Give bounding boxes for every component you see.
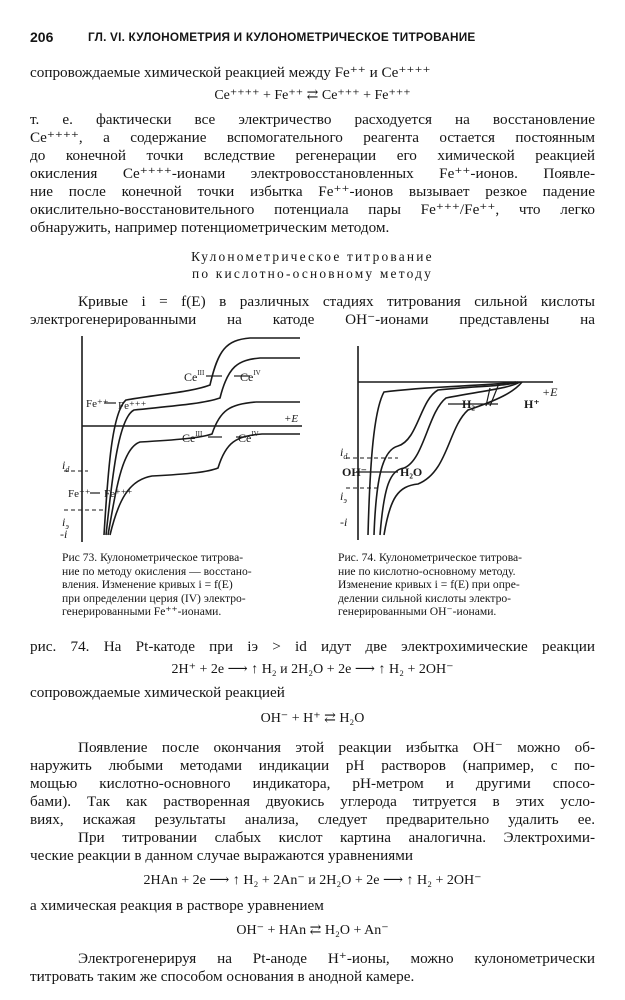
label-i-e: $i_э$ (62, 515, 69, 531)
label-i-d: $i_d$ (62, 458, 70, 474)
curve-4 (110, 434, 300, 535)
paragraph-line: бами). Так как растворенная двуокись углерода титруется в этих усло- (30, 793, 595, 810)
label-fe-iii-bottom: Fe⁺⁺⁺ (104, 488, 133, 500)
equation-h2: 2H⁺ + 2e ⟶ ↑ H₂ и 2H₂O + 2e ⟶ ↑ H₂ + 2OH⁻ (171, 662, 454, 677)
paragraph-line: ние после конечной точки избытка Fe⁺⁺-ионов вызывает резкое падение (30, 183, 595, 200)
equation-ce-fe: Ce⁺⁺⁺⁺ + Fe⁺⁺ ⇄ Ce⁺⁺⁺ + Fe⁺⁺⁺ (214, 88, 411, 103)
paragraph-line: титровать таким же способом основания в анодной камере. (30, 968, 415, 985)
figure-74 (338, 340, 573, 545)
paragraph-line: электрогенерированными на катоде OH⁻-ионами представлены на (30, 311, 595, 328)
caption-line: ние по кислотно-основному методу. (338, 564, 516, 578)
section-title: по кислотно-основному методу (192, 266, 433, 281)
paragraph-line: сопровождаемые химической реакцией (30, 684, 285, 701)
curve-3 (384, 382, 522, 535)
paragraph-line: т. е. фактически все электричество расходуется на восстановление (30, 111, 595, 128)
caption-74 (338, 551, 522, 619)
label-fe-ii: Fe⁺⁺ (86, 398, 109, 410)
caption-line: ние по методу окисления — восстано- (62, 564, 252, 578)
label-i-e: $i_э$ (340, 489, 347, 505)
paragraph-line: окислительно-восстановительного потенциала пары Fe⁺⁺⁺/Fe⁺⁺, что легко (30, 201, 595, 218)
paragraph-line: сопровождаемые химической реакцией между Fe⁺⁺ и Ce⁺⁺⁺⁺ (30, 64, 431, 81)
caption-line: при определении церия (IV) электро- (62, 591, 246, 605)
paragraph-line: мощью кислотно-основного индикатора, pH-метром и другими спосо- (30, 775, 595, 792)
curve-2 (380, 382, 520, 535)
label-minus-i: -i (340, 515, 348, 529)
caption-line: генерированными OH⁻-ионами. (338, 605, 497, 619)
paragraph-line: виях, искажая результаты анализа, следует предварительно удалить ее. (30, 811, 595, 828)
label-ce-iv: $Ce^{IV}$ (240, 369, 261, 384)
paragraph-line: до конечной точки вследствие регенерации его химической реакцией (30, 147, 595, 164)
paragraph-line: рис. 74. На Pt-катоде при iэ > id идут две электрохимические реакции (30, 638, 595, 655)
label-ce-iii: $Ce^{III}$ (184, 369, 205, 384)
running-header (30, 29, 595, 47)
caption-line: делении сильной кислоты электро- (338, 591, 512, 605)
label-minus-i: -i (60, 527, 68, 541)
label-fe-ii-bottom: Fe⁺⁺ (68, 488, 91, 500)
paragraph-line: Кривые i = f(E) в различных стадиях титрования сильной кислоты (78, 293, 595, 310)
paragraph-line: наружить любыми методами индикации pH растворов (например, с по- (30, 757, 595, 774)
curve-3 (108, 402, 300, 535)
equation-oh-han: OH⁻ + HAn ⇄ H₂O + An⁻ (236, 923, 389, 938)
label-ce-iii-mid: $Ce^{III}$ (182, 430, 203, 445)
caption-line: Рис. 74. Кулонометрическое титрова- (338, 551, 523, 564)
figure-73 (60, 330, 310, 550)
label-ce-iv-mid: $Ce^{IV}$ (238, 430, 259, 445)
paragraph-line: Электрогенерируя на Pt-аноде H⁺-ионы, можно кулонометрически (78, 950, 595, 967)
caption-line: Рис 73. Кулонометрическое титрова- (62, 551, 244, 564)
label-h2o: H₂O (400, 465, 423, 479)
caption-line: Изменение кривых i = f(E) при опре- (338, 578, 520, 592)
label-i-d: $i_d$ (340, 445, 348, 461)
caption-73 (62, 551, 252, 619)
equation-han: 2HAn + 2e ⟶ ↑ H₂ + 2An⁻ и 2H₂O + 2e ⟶ ↑ H₂ + 2OH⁻ (143, 873, 482, 888)
axis-label-e: +E (542, 385, 558, 399)
caption-line: вления. Изменение кривых i = f(E) (62, 578, 233, 592)
label-h2: H₂ (462, 397, 475, 411)
paragraph-line: Ce⁺⁺⁺⁺, а содержание вспомогательного реагента остается постоянным (30, 129, 595, 146)
label-fe-iii: Fe⁺⁺⁺ (118, 400, 147, 412)
axis-label-e: +E (284, 413, 299, 425)
paragraph-line: а химическая реакция в растворе уравнением (30, 897, 324, 914)
page-number: 206 (30, 29, 54, 45)
paragraph-line: Появление после окончания этой реакции избытка OH⁻ можно об- (78, 739, 595, 756)
paragraph-line: При титровании слабых кислот картина аналогична. Электрохими- (78, 829, 595, 846)
paragraph-line: окисления Ce⁺⁺⁺⁺-ионами электровосстановленных Fe⁺⁺-ионов. Появле- (30, 165, 595, 182)
equation-oh: OH⁻ + H⁺ ⇄ H₂O (260, 711, 365, 726)
label-oh: OH⁻ (342, 465, 368, 479)
curve-2 (106, 358, 300, 535)
paragraph-line: обнаружить, например потенциометрическим методом. (30, 219, 390, 236)
paragraph-line: ческие реакции в данном случае выражаются уравнениями (30, 847, 413, 864)
label-h-plus: H⁺ (524, 397, 540, 411)
caption-line: генерированными Fe⁺⁺-ионами. (62, 605, 222, 619)
running-title: ГЛ. VI. КУЛОНОМЕТРИЯ И КУЛОНОМЕТРИЧЕСКОЕ ТИТРОВАНИЕ (88, 30, 476, 44)
section-title: Кулонометрическое титрование (191, 249, 434, 264)
